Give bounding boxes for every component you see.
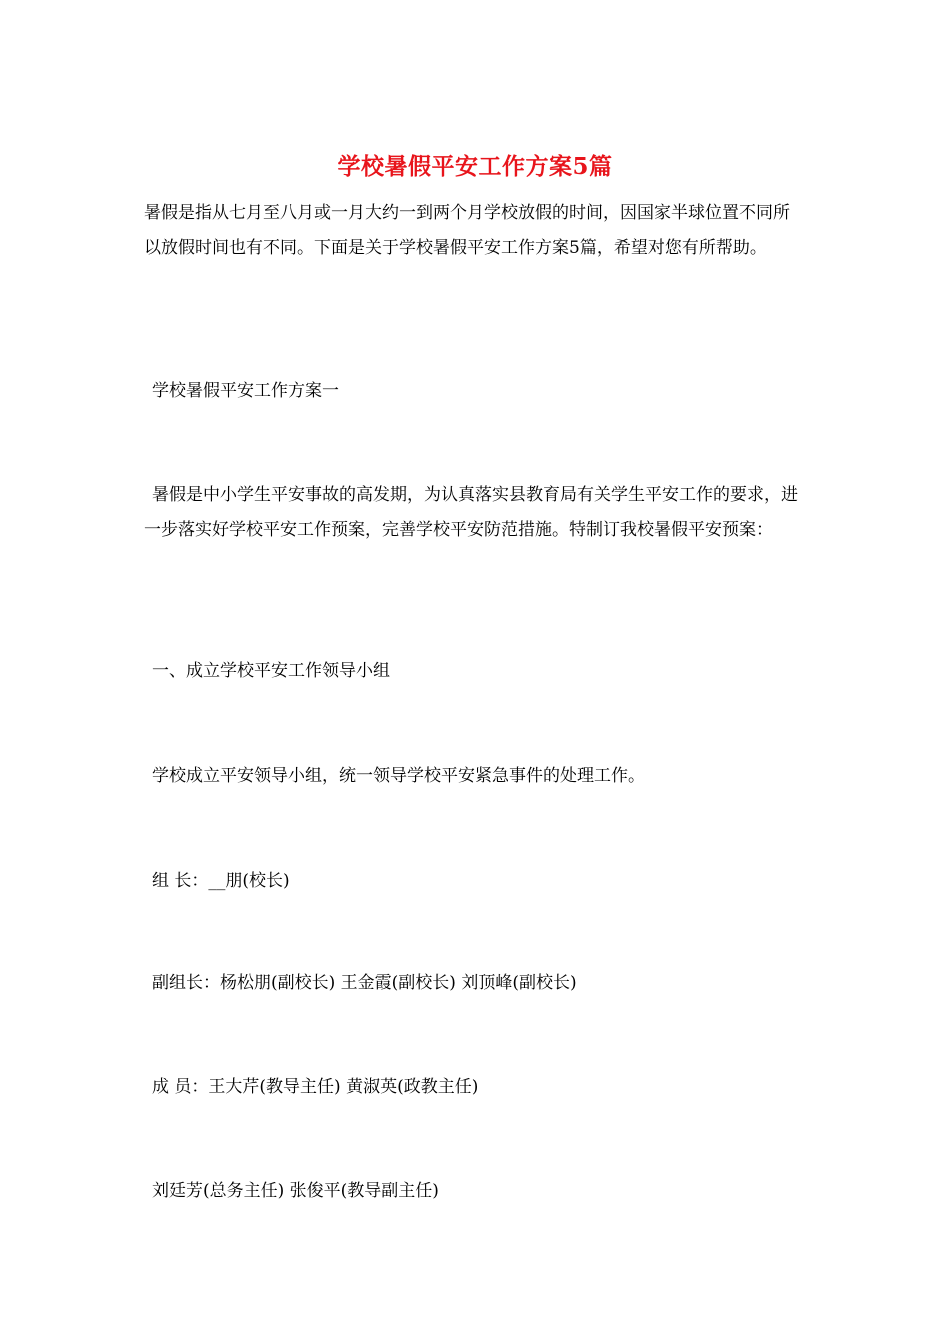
leader-line: 组 长：__朋(校长) xyxy=(152,871,290,891)
item-heading: 一、成立学校平安工作领导小组 xyxy=(152,661,390,681)
vice-leaders-line: 副组长：杨松朋(副校长) 王金霞(副校长) 刘顶峰(副校长) xyxy=(152,973,577,993)
body-paragraph: 暑假是中小学生平安事故的高发期，为认真落实县教育局有关学生平安工作的要求，进一步落实好学校平安工作预案，完善学校平安防范措施。特制订我校暑假平安预案： xyxy=(144,485,798,540)
members-continued-line: 刘廷芳(总务主任) 张俊平(教导副主任) xyxy=(152,1181,439,1201)
intro-paragraph: 暑假是指从七月至八月或一月大约一到两个月学校放假的时间，因国家半球位置不同所以放假时间也有不同。下面是关于学校暑假平安工作方案5篇，希望对您有所帮助。 xyxy=(144,203,790,258)
section-heading: 学校暑假平安工作方案一 xyxy=(152,381,339,401)
body-paragraph: 学校成立平安领导小组，统一领导学校平安紧急事件的处理工作。 xyxy=(152,766,645,786)
document-title: 学校暑假平安工作方案5篇 xyxy=(337,153,613,180)
members-line: 成 员：王大芹(教导主任) 黄淑英(政教主任) xyxy=(152,1077,479,1097)
